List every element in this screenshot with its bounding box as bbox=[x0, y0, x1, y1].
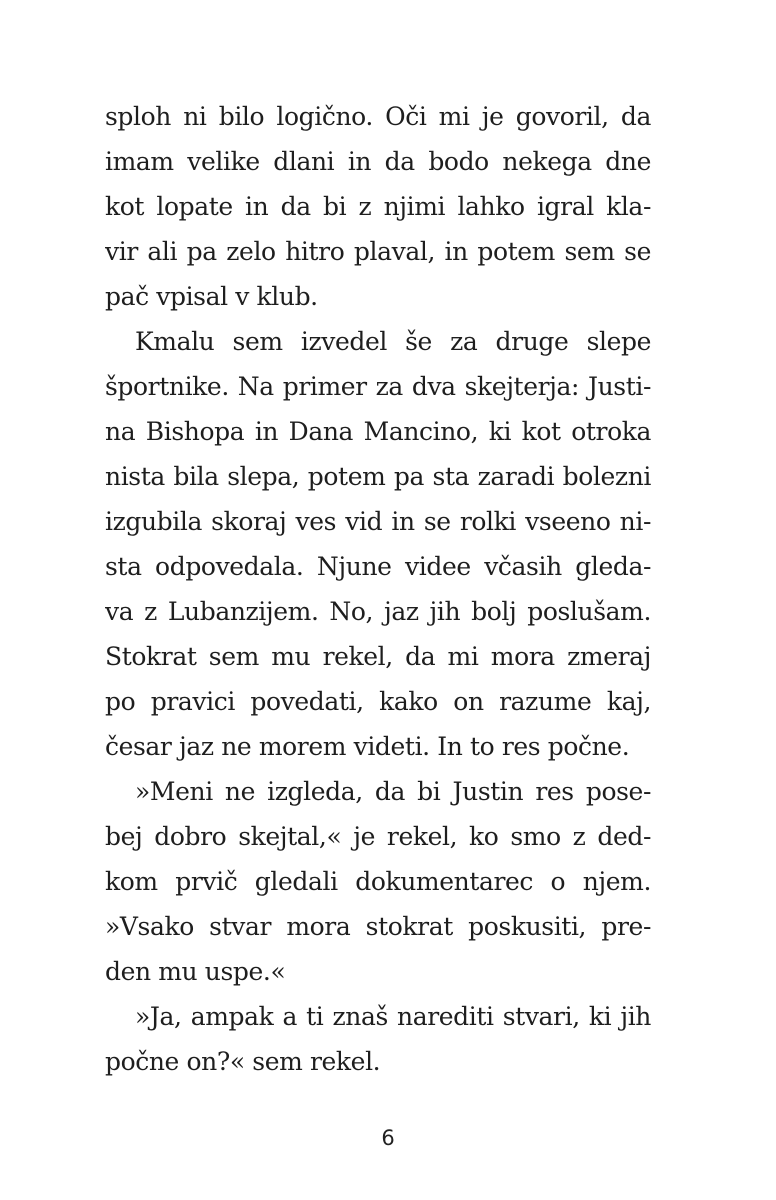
page-number: 6 bbox=[381, 1126, 395, 1150]
text-line: po pravici povedati, kako on razume kaj, bbox=[105, 687, 651, 716]
text-line: Stokrat sem mu rekel, da mi mora zmeraj bbox=[105, 642, 651, 671]
text-line: pač vpisal v klub. bbox=[105, 282, 318, 311]
text-line: izgubila skoraj ves vid in se rolki vseeno ni- bbox=[105, 507, 651, 536]
text-line: vir ali pa zelo hitro plaval, in potem sem se bbox=[105, 237, 651, 266]
text-line: kot lopate in da bi z njimi lahko igral kla- bbox=[105, 192, 651, 221]
text-line: športnike. Na primer za dva skejterja: Justi- bbox=[105, 372, 651, 401]
text-line: sta odpovedala. Njune videe včasih gleda- bbox=[105, 552, 651, 581]
paragraph-3 bbox=[105, 769, 651, 994]
paragraph-2 bbox=[105, 319, 651, 769]
text-line: Kmalu sem izvedel še za druge slepe bbox=[135, 327, 651, 356]
text-line: va z Lubanzijem. No, jaz jih bolj poslušam. bbox=[105, 597, 651, 626]
text-line: bej dobro skejtal,« je rekel, ko smo z ded- bbox=[105, 822, 651, 851]
text-line: kom prvič gledali dokumentarec o njem. bbox=[105, 867, 651, 896]
text-line: na Bishopa in Dana Mancino, ki kot otroka bbox=[105, 417, 651, 446]
text-line: počne on?« sem rekel. bbox=[105, 1047, 381, 1076]
text-line: »Ja, ampak a ti znaš narediti stvari, ki jih bbox=[135, 1002, 651, 1031]
text-line: »Vsako stvar mora stokrat poskusiti, pre- bbox=[105, 912, 651, 941]
text-line: česar jaz ne morem videti. In to res počne. bbox=[105, 732, 630, 761]
text-line: imam velike dlani in da bodo nekega dne bbox=[105, 147, 651, 176]
body-text bbox=[105, 94, 651, 1084]
text-line: nista bila slepa, potem pa sta zaradi bolezni bbox=[105, 462, 651, 491]
text-line: den mu uspe.« bbox=[105, 957, 286, 986]
text-line: »Meni ne izgleda, da bi Justin res pose- bbox=[135, 777, 651, 806]
paragraph-4 bbox=[105, 994, 651, 1084]
paragraph-1 bbox=[105, 94, 651, 319]
text-line: sploh ni bilo logično. Oči mi je govoril, da bbox=[105, 102, 651, 131]
